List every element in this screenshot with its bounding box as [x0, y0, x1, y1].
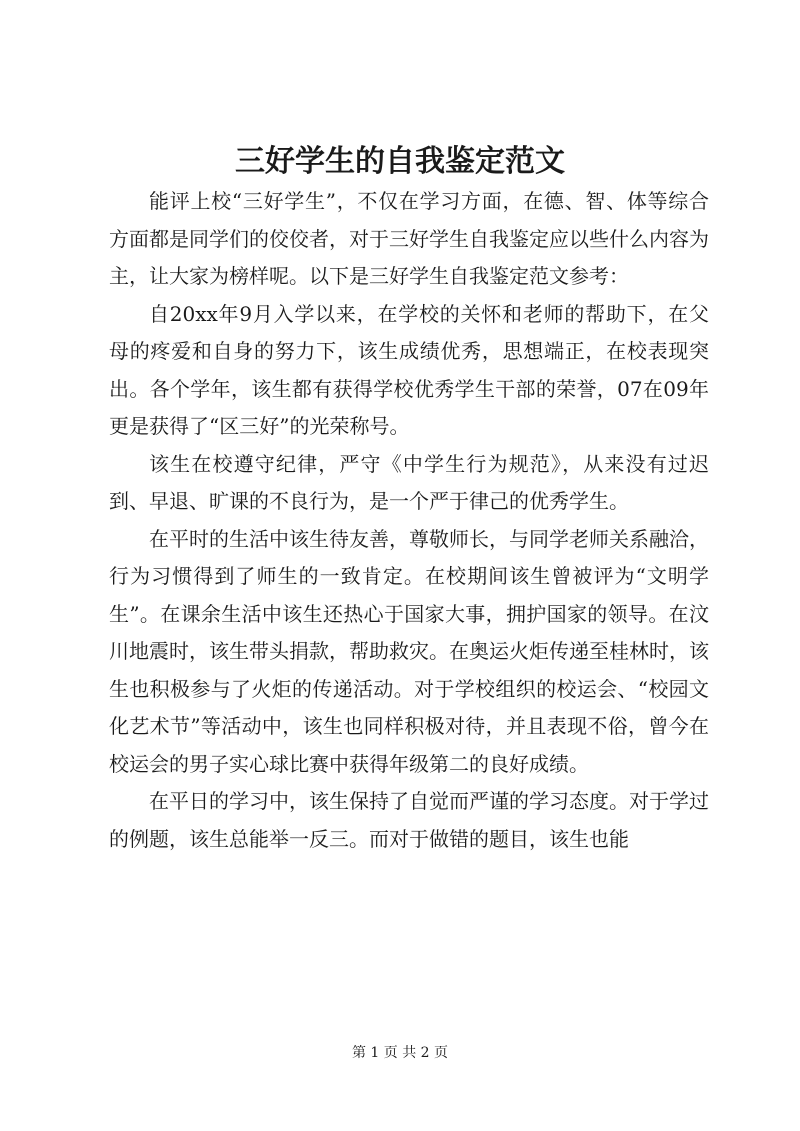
paragraph-daily-life: 在平时的生活中该生待友善，尊敬师长，与同学老师关系融洽，行为习惯得到了师生的一致肯定。在校期间该生曾被评为“文明学生”。在课余生活中该生还热心于国家大事，拥护国家的领导。在汶川地震时，该生带头捐款，帮助救灾。在奥运火炬传递至桂林时，该生也积极参与了火炬的传递活动。对于学校组织的校运会、“校园文化艺术节”等活动中，该生也同样积极对待，并且表现不俗，曾今在校运会的男子实心球比赛中获得年级第二的良好成绩。: [109, 526, 709, 776]
page-title: 三好学生的自我鉴定范文: [235, 144, 565, 179]
document-body: [109, 183, 709, 858]
page-total: 共 2 页: [402, 1045, 449, 1061]
page-footer: [0, 1043, 800, 1063]
paragraph-enrollment: 自20xx年9月入学以来，在学校的关怀和老师的帮助下，在父母的疼爱和自身的努力下，该生成绩优秀，思想端正，在校表现突出。各个学年，该生都有获得学校优秀学生干部的荣誉，07在09年更是获得了“区三好”的光荣称号。: [109, 301, 709, 438]
paragraph-discipline: 该生在校遵守纪律，严守《中学生行为规范》，从来没有过迟到、早退、旷课的不良行为，是一个严于律己的优秀学生。: [109, 451, 709, 513]
page-number: 第 1 页: [351, 1045, 398, 1061]
paragraph-study: 在平日的学习中，该生保持了自觉而严谨的学习态度。对于学过的例题，该生总能举一反三。而对于做错的题目，该生也能: [109, 789, 709, 851]
paragraph-intro: 能评上校“三好学生”，不仅在学习方面，在德、智、体等综合方面都是同学们的佼佼者，对于三好学生自我鉴定应以些什么内容为主，让大家为榜样呢。以下是三好学生自我鉴定范文参考：: [109, 189, 709, 288]
